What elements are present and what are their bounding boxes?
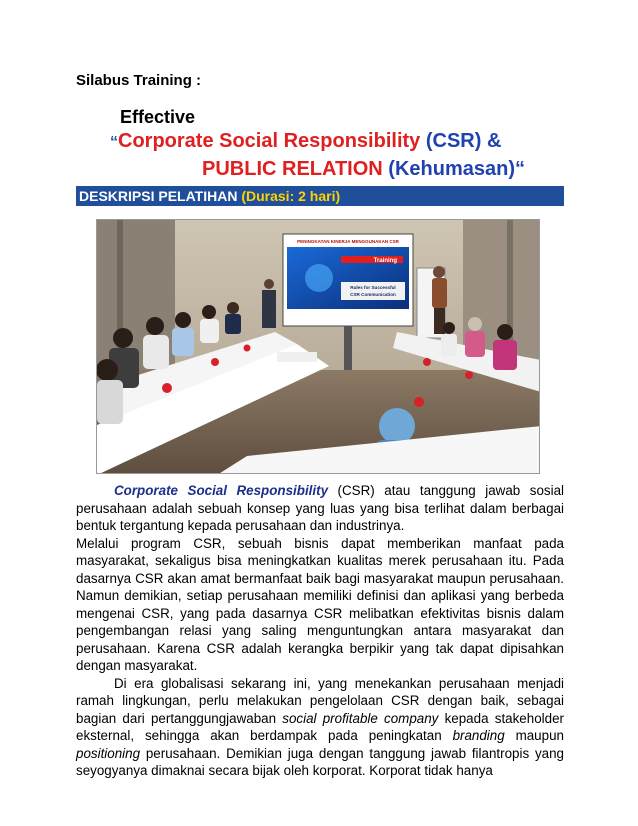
paragraph-3 [76, 675, 564, 780]
paragraph-1 [76, 482, 564, 535]
description-body [76, 482, 564, 780]
training-photo [96, 219, 540, 474]
paragraph-2: Melalui program CSR, sebuah bisnis dapat memberikan manfaat pada masyarakat, sekaligus bisa meningkatkan kualitas merek perusahaan itu. Pada dasarnya CSR akan amat bermanfaat baik bagi masyarakat maupun perusahaan. Namun demikian, setiap perusahaan memiliki definisi dan aplikasi yang berbeda mengenai CSR, yang pada dasarnya CSR melibatkan efektivitas bisnis dalam pengembangan relasi yang saling menguntungkan antara masyarakat dan perusahaan. Karena CSR adalah kerangka berpikir yang tak dapat dipisahkan dengan masyarakat. [76, 535, 564, 673]
section-heading: DESKRIPSI PELATIHAN [79, 188, 238, 204]
p3-part-c: maupun [504, 728, 564, 743]
paragraph-1-text: (CSR) atau tanggung jawab sosial perusahaan adalah sebuah konsep yang luas yang bisa terlihat dalam berbagai bentuk tergantung kepada perusahaan dan industrinya. [76, 483, 564, 533]
p3-em-branding: branding [452, 728, 505, 743]
title-line-pr [202, 156, 566, 182]
title-csr-full: Corporate Social Responsibility [118, 130, 421, 152]
p3-part-a: Di era globalisasi sekarang ini, yang menekankan perusahaan menjadi ramah lingkungan, perlu melakukan pengelolaan CSR dengan baik, sebagai bagian dari pertanggungjawaban [76, 675, 564, 726]
csr-term: Corporate Social Responsibility [114, 483, 329, 498]
training-room-illustration [97, 220, 540, 474]
slide-header: PENINGKATAN KINERJA MENGGUNAKAN CSR [297, 239, 399, 244]
title-csr-abbr: (CSR) & [425, 130, 502, 152]
syllabus-label: Silabus Training : [76, 72, 202, 89]
p3-part-b: kepada stakeholder eksternal, sehingga akan berdampak pada peningkatan [76, 710, 564, 743]
p3-em-social-profitable: social profitable company [282, 710, 439, 726]
section-duration: (Durasi: 2 hari) [241, 188, 341, 204]
slide-rules-line1: Rules for Successful [350, 285, 396, 290]
title-line-csr [110, 128, 566, 156]
p3-part-d: perusahaan. Demikian juga dengan tanggung jawab filantropis yang seyogyanya dimaknai secara bijak oleh korporat. Korporat tidak hanya [76, 745, 564, 778]
slide-rules-line2: CSR Communication [350, 292, 396, 297]
title-public-relation: PUBLIC RELATION [202, 158, 383, 180]
slide-title: Training [373, 258, 397, 264]
section-banner [76, 186, 564, 206]
course-title [76, 106, 566, 182]
title-kehumasan: (Kehumasan)“ [388, 158, 525, 180]
title-open-quote: “ [110, 134, 118, 151]
title-effective: Effective [120, 107, 196, 127]
p3-em-positioning: positioning [76, 745, 141, 761]
